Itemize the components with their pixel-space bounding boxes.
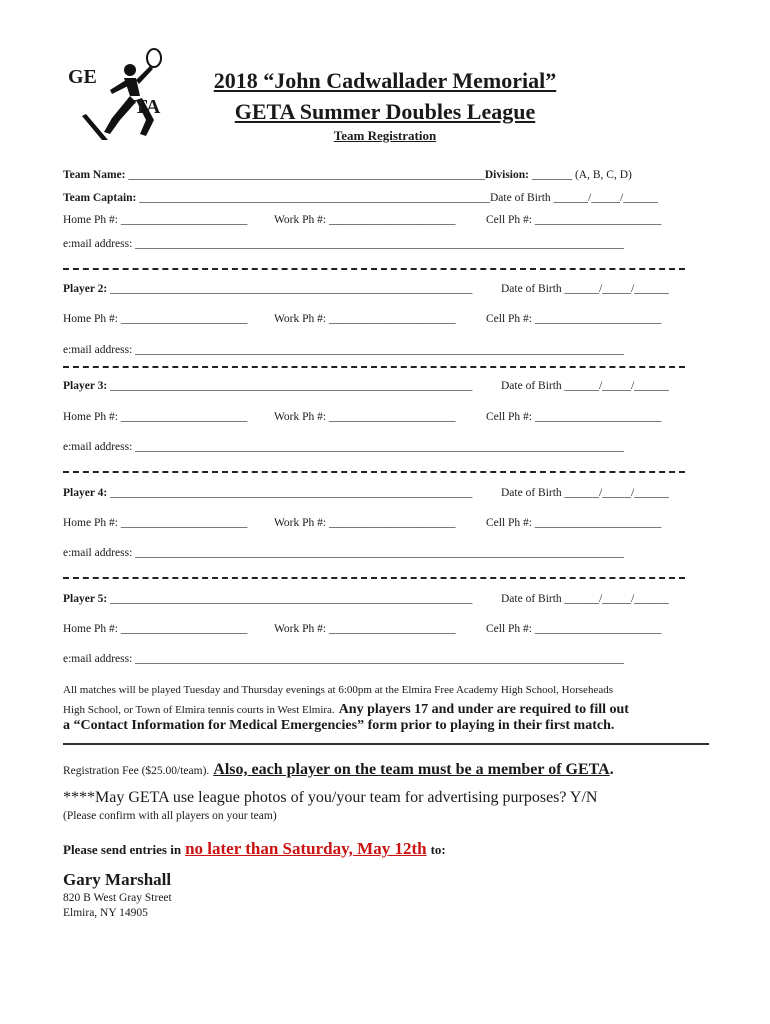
page-title-line2: GETA Summer Doubles League [234, 99, 536, 124]
under-17-notice: Any players 17 and under are required to fill out [338, 702, 629, 717]
logo-text-bottom: TA [134, 96, 161, 118]
player-3-row [63, 380, 472, 392]
player-3-name-field[interactable]: _______________________________________________________________ [110, 380, 473, 392]
membership-notice: Also, each player on the team must be a member of GETA [213, 761, 610, 778]
fee-row [63, 761, 614, 779]
photo-permission-question: ****May GETA use league photos of you/your team for advertising purposes? Y/N [63, 789, 598, 806]
logo-text-top: GE [68, 66, 97, 88]
player-4-email-field[interactable]: e:mail address: _____________________________________________________________________________________ [63, 547, 624, 559]
captain-dob-field[interactable]: Date of Birth ______/_____/______ [490, 192, 658, 204]
player-4-dob-field[interactable]: Date of Birth ______/_____/______ [501, 487, 669, 499]
division-label: Division: [484, 169, 529, 181]
captain-row [63, 192, 658, 204]
player-2-row [63, 283, 472, 295]
player-4-cell-phone[interactable]: Cell Ph #: ______________________ [486, 517, 662, 529]
contact-name: Gary Marshall [63, 870, 172, 889]
player-4-work-phone[interactable]: Work Ph #: ______________________ [274, 517, 456, 529]
captain-cell-phone[interactable]: Cell Ph #: ______________________ [486, 214, 662, 226]
matches-location-text: High School, or Town of Elmira tennis courts in West Elmira. [63, 704, 335, 716]
player-5-work-phone[interactable]: Work Ph #: ______________________ [274, 623, 456, 635]
player-3-email-field[interactable]: e:mail address: _____________________________________________________________________________________ [63, 441, 624, 453]
section-divider [63, 366, 685, 368]
player-2-label: Player 2: [63, 283, 108, 295]
player-2-name-field[interactable]: _______________________________________________________________ [110, 283, 473, 295]
page-subtitle: Team Registration [333, 128, 437, 143]
section-divider [63, 268, 685, 270]
contact-street: 820 B West Gray Street [63, 892, 172, 904]
team-name-label: Team Name: [63, 169, 126, 181]
page-title-line1: 2018 “John Cadwallader Memorial” [213, 68, 557, 93]
send-entries-prefix: Please send entries in [63, 842, 182, 857]
player-5-dob-field[interactable]: Date of Birth ______/_____/______ [501, 593, 669, 605]
player-2-dob-field[interactable]: Date of Birth ______/_____/______ [501, 283, 669, 295]
player-2-cell-phone[interactable]: Cell Ph #: ______________________ [486, 313, 662, 325]
player-4-row [63, 487, 472, 499]
player-5-email-field[interactable]: e:mail address: _____________________________________________________________________________________ [63, 653, 624, 665]
player-3-label: Player 3: [63, 380, 108, 392]
player-4-name-field[interactable]: _______________________________________________________________ [110, 487, 473, 499]
matches-info-line1: All matches will be played Tuesday and Thursday evenings at 6:00pm at the Elmira Free Academy High School, Horseheads [63, 684, 613, 696]
player-4-label: Player 4: [63, 487, 108, 499]
division-field[interactable]: _______ (A, B, C, D) [531, 169, 632, 181]
player-5-cell-phone[interactable]: Cell Ph #: ______________________ [486, 623, 662, 635]
contact-city: Elmira, NY 14905 [63, 907, 148, 919]
section-divider [63, 471, 685, 473]
captain-home-phone[interactable]: Home Ph #: ______________________ [63, 214, 248, 226]
medical-form-notice: a “Contact Information for Medical Emergencies” form prior to playing in their first match. [63, 718, 615, 733]
send-entries-row [63, 839, 446, 859]
captain-field[interactable]: _____________________________________________________________ [139, 192, 490, 204]
player-3-cell-phone[interactable]: Cell Ph #: ______________________ [486, 411, 662, 423]
matches-info-line2 [63, 700, 629, 718]
team-name-row [63, 169, 632, 181]
captain-label: Team Captain: [63, 192, 137, 204]
captain-email-field[interactable]: e:mail address: _____________________________________________________________________________________ [63, 238, 624, 250]
registration-fee-text: Registration Fee ($25.00/team). [63, 765, 210, 777]
team-name-field[interactable]: ______________________________________________________________ [128, 169, 485, 181]
player-5-name-field[interactable]: _______________________________________________________________ [110, 593, 473, 605]
player-3-dob-field[interactable]: Date of Birth ______/_____/______ [501, 380, 669, 392]
player-4-home-phone[interactable]: Home Ph #: ______________________ [63, 517, 248, 529]
player-5-row [63, 593, 472, 605]
send-entries-suffix: to: [430, 842, 446, 857]
deadline-text: no later than Saturday, May 12th [185, 839, 427, 858]
player-5-home-phone[interactable]: Home Ph #: ______________________ [63, 623, 248, 635]
membership-period: . [609, 761, 614, 778]
captain-work-phone[interactable]: Work Ph #: ______________________ [274, 214, 456, 226]
player-3-home-phone[interactable]: Home Ph #: ______________________ [63, 411, 248, 423]
player-5-label: Player 5: [63, 593, 108, 605]
photo-confirm-note: (Please confirm with all players on your team) [63, 810, 277, 822]
player-3-work-phone[interactable]: Work Ph #: ______________________ [274, 411, 456, 423]
player-2-work-phone[interactable]: Work Ph #: ______________________ [274, 313, 456, 325]
section-divider [63, 577, 685, 579]
horizontal-rule [63, 743, 709, 745]
player-2-home-phone[interactable]: Home Ph #: ______________________ [63, 313, 248, 325]
player-2-email-field[interactable]: e:mail address: _____________________________________________________________________________________ [63, 344, 624, 356]
